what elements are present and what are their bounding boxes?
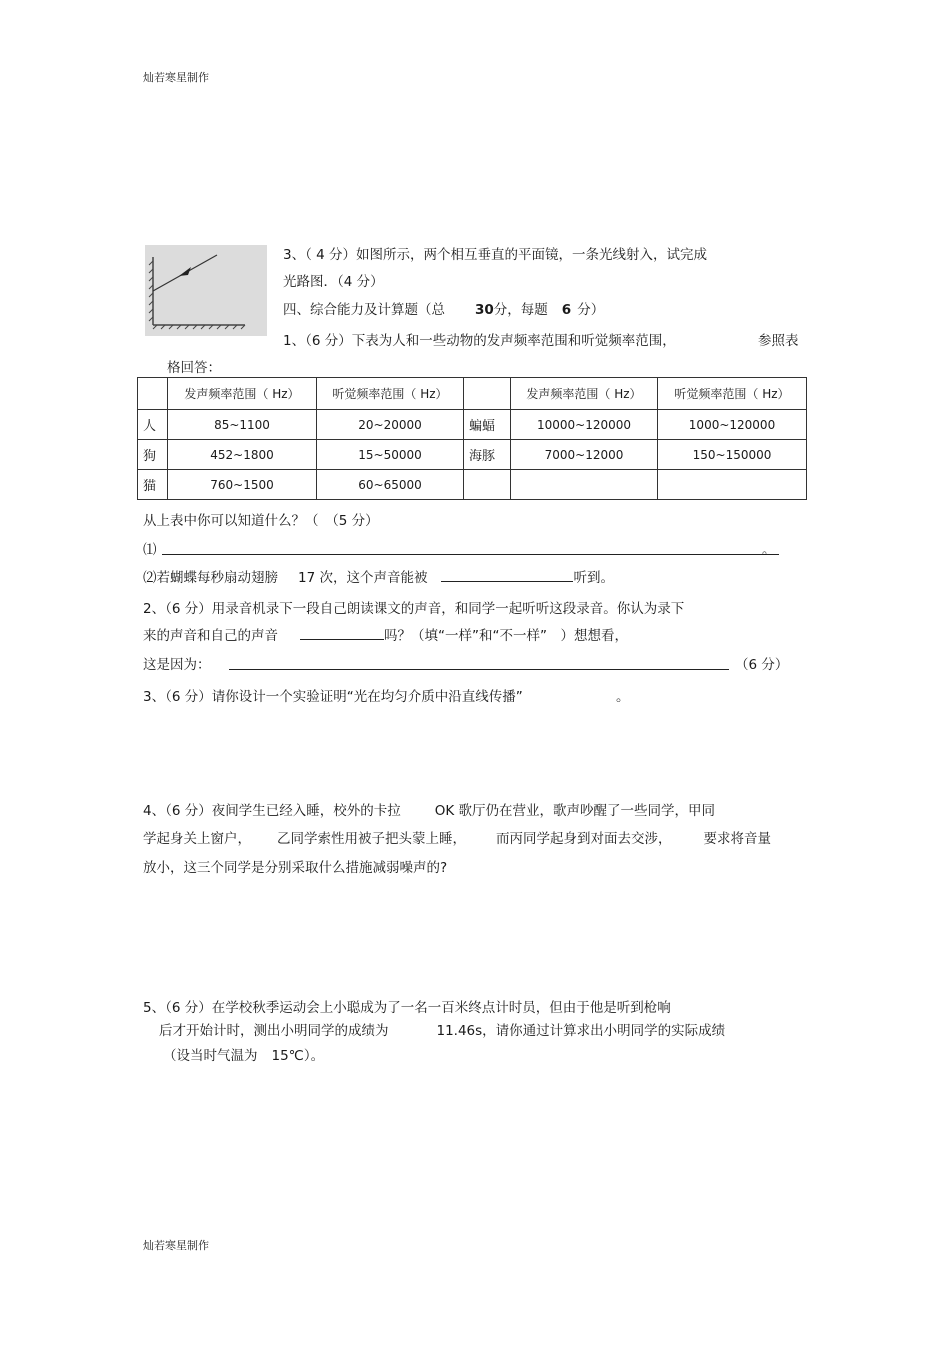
section-4-total: 30: [475, 302, 494, 318]
item1-label: ⑴: [143, 542, 157, 558]
q5-line3-b: 15℃）。: [271, 1048, 325, 1064]
question-4-line1: [143, 799, 715, 819]
table-row: [138, 410, 807, 440]
table-header-cell: 发声频率范围（ Hz）: [168, 378, 317, 410]
page-header: 灿若寒星制作: [143, 71, 209, 84]
table-cell: 人: [138, 410, 168, 440]
answer-blank-4[interactable]: [229, 655, 729, 670]
question-1-line2: 格回答：: [167, 360, 221, 376]
question-3-mirror-line1: 3、（ 4 分）如图所示，两个相互垂直的平面镜，一条光线射入，试完成: [283, 247, 708, 263]
page-footer: 灿若寒星制作: [143, 1239, 209, 1252]
q4-line2-d: 要求将音量: [703, 831, 771, 847]
table-cell: [511, 470, 658, 500]
table-cell: 蝙蝠: [464, 410, 511, 440]
question-2-line1: 2、（6 分）用录音机录下一段自己朗读课文的声音，和同学一起听听这段录音。你认为录下: [143, 601, 685, 617]
item2-suffix: 听到。: [573, 570, 614, 586]
question-1-line1-tail: 参照表: [758, 333, 799, 349]
question-5-line1: 5、（6 分）在学校秋季运动会上小聪成为了一名一百米终点计时员，但由于他是听到枪响: [143, 1000, 671, 1016]
answer-blank-2[interactable]: [441, 567, 573, 582]
table-cell: 7000~12000: [511, 440, 658, 470]
table-cell: 452~1800: [168, 440, 317, 470]
q5-line2-b: 11.46s，请你通过计算求出小明同学的实际成绩: [436, 1023, 726, 1039]
section-4-prefix: 四、综合能力及计算题（总: [283, 302, 445, 318]
section-4-suffix: 分）: [577, 302, 605, 318]
table-cell: 60~65000: [317, 470, 464, 500]
q4-line2-a: 学起身关上窗户，: [143, 831, 251, 847]
answer-blank-1[interactable]: [162, 540, 779, 555]
table-header-cell: 听觉频率范围（ Hz）: [658, 378, 807, 410]
table-cell: 150~150000: [658, 440, 807, 470]
question-1-line1: 1、（6 分）下表为人和一些动物的发声频率范围和听觉频率范围，: [283, 333, 676, 349]
question-2-line3-prefix: 这是因为：: [143, 657, 211, 673]
q4-line2-c: 而丙同学起身到对面去交涉，: [496, 831, 672, 847]
table-cell: 760~1500: [168, 470, 317, 500]
table-cell: 20~20000: [317, 410, 464, 440]
q5-line2-a: 后才开始计时，测出小明同学的成绩为: [159, 1023, 389, 1039]
table-cell: [464, 470, 511, 500]
table-cell: 猫: [138, 470, 168, 500]
mirror-diagram-icon: [145, 245, 267, 336]
section-4-heading: [283, 298, 604, 318]
question-5-line3: [163, 1044, 324, 1064]
table-header-cell: [464, 378, 511, 410]
table-cell: 1000~120000: [658, 410, 807, 440]
question-1-item2: [143, 566, 614, 586]
q2-line2-prefix: 来的声音和自己的声音: [143, 628, 278, 644]
table-header-cell: 发声频率范围（ Hz）: [511, 378, 658, 410]
table-cell: 15~50000: [317, 440, 464, 470]
q4-line1-a: 4、（6 分）夜间学生已经入睡，校外的卡拉: [143, 803, 401, 819]
q2-line2-suffix: 吗？（填“一样”和“不一样” ）想想看，: [384, 628, 628, 644]
mirror-diagram: [145, 245, 267, 336]
section-4-middle: 分，每题: [493, 302, 548, 318]
table-header-cell: [138, 378, 168, 410]
table-cell: 狗: [138, 440, 168, 470]
question-1-ask: 从上表中你可以知道什么？（ （5 分）: [143, 513, 379, 529]
item1-end: 。: [762, 542, 776, 558]
item2-prefix: ⑵若蝴蝶每秒扇动翅膀: [143, 570, 278, 586]
question-4-line2: [143, 827, 771, 847]
frequency-table: [137, 377, 807, 500]
question-5-line2: [159, 1019, 725, 1039]
question-2-line2: [143, 624, 628, 644]
table-header-row: [138, 378, 807, 410]
table-cell: 海豚: [464, 440, 511, 470]
table-row: [138, 470, 807, 500]
question-3-experiment-end: 。: [616, 689, 630, 705]
question-3-mirror-line2: 光路图．（4 分）: [283, 274, 384, 290]
q5-line3-a: （设当时气温为: [163, 1048, 258, 1064]
table-cell: 10000~120000: [511, 410, 658, 440]
q4-line1-b: OK 歌厅仍在营业，歌声吵醒了一些同学，甲同: [434, 803, 716, 819]
question-1-item1: [143, 538, 157, 558]
table-cell: 85~1100: [168, 410, 317, 440]
table-row: [138, 440, 807, 470]
question-3-experiment: 3、（6 分）请你设计一个实验证明“光在均匀介质中沿直线传播”: [143, 689, 523, 705]
item2-count: 17 次，这个声音能被: [298, 570, 428, 586]
table-cell: [658, 470, 807, 500]
question-2-line3-suffix: （6 分）: [735, 657, 789, 673]
section-4-each: 6: [561, 302, 572, 318]
question-4-line3: 放小，这三个同学是分别采取什么措施减弱噪声的?: [143, 860, 448, 876]
q4-line2-b: 乙同学索性用被子把头蒙上睡，: [277, 831, 466, 847]
table-header-cell: 听觉频率范围（ Hz）: [317, 378, 464, 410]
answer-blank-3[interactable]: [300, 625, 384, 640]
